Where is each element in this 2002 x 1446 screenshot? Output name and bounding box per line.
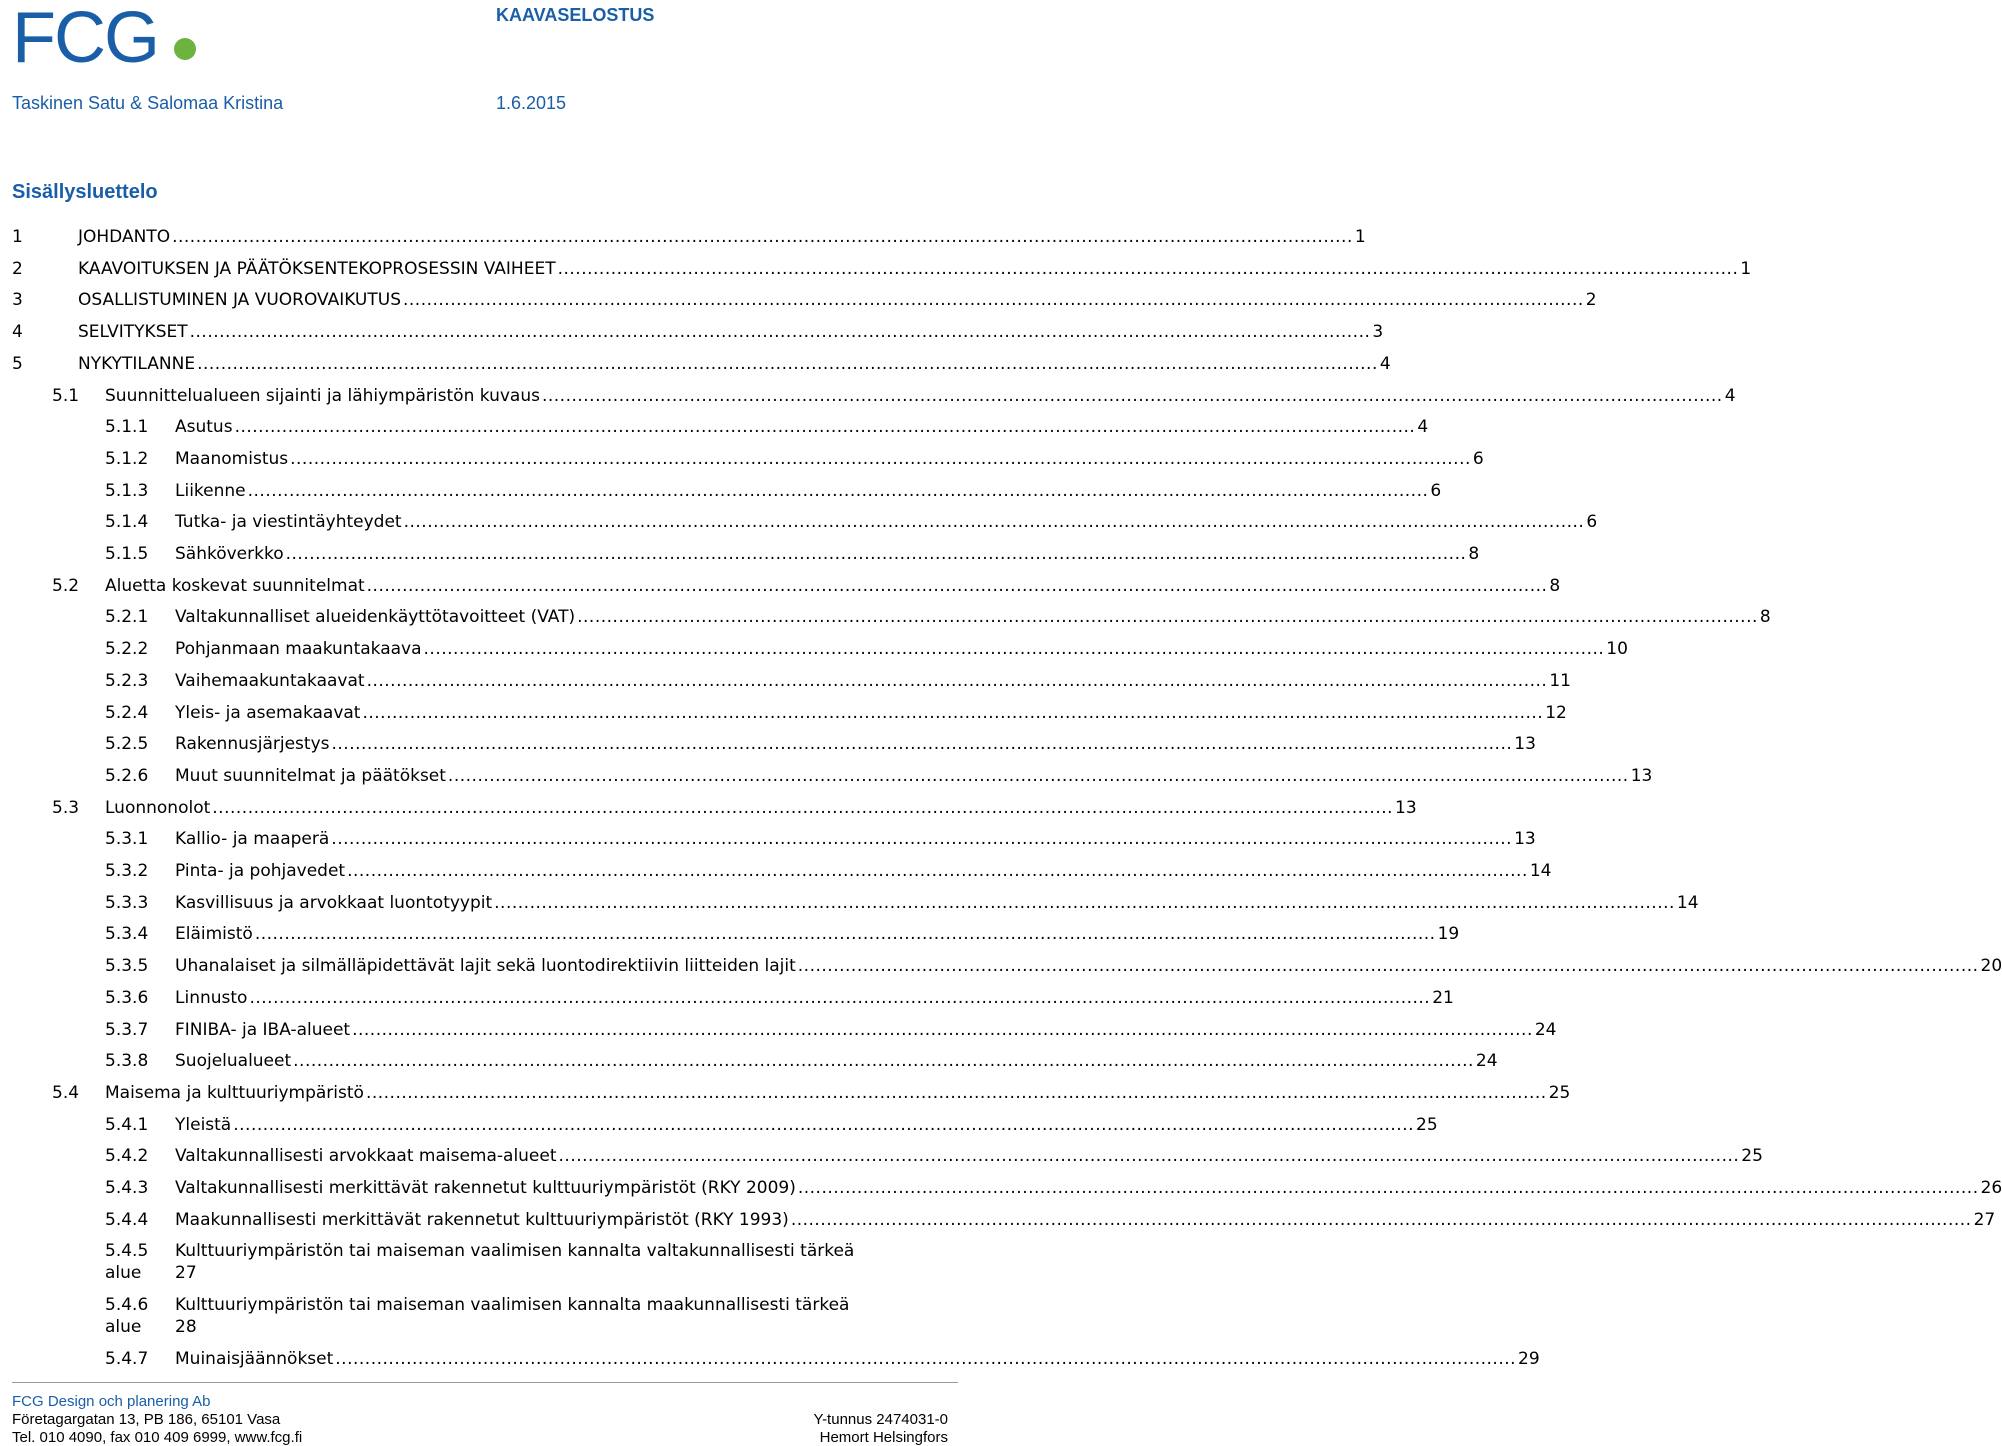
toc-entry[interactable]: [0, 509, 1598, 535]
toc-entry-label: SELVITYKSET: [78, 322, 188, 343]
toc-entry-number: 5.4.4: [105, 1209, 149, 1230]
toc-entry-number: 5.4.3: [105, 1178, 149, 1198]
toc-dot-leader: ........................................................................................................................................................................................................: [790, 1209, 1972, 1230]
toc-dot-leader: ........................................................................................................................................................................................................: [234, 417, 1416, 438]
toc-entry-number: 5.1.4: [105, 512, 149, 533]
toc-entry-number: 5.3.4: [105, 924, 149, 945]
footer-company: FCG Design och planering Ab: [12, 1393, 211, 1410]
toc-entry-label: KAAVOITUKSEN JA PÄÄTÖKSENTEKOPROSESSIN VAIHEET: [78, 258, 556, 279]
toc-entry-label: Eläimistö: [175, 924, 253, 945]
toc-entry-page: 8: [1549, 575, 1561, 596]
toc-entry-page: 6: [1472, 448, 1484, 469]
toc-entry[interactable]: [0, 446, 1484, 472]
toc-entry[interactable]: [0, 1238, 960, 1286]
toc-entry-number: 5.4: [52, 1082, 80, 1103]
toc-entry-page: 12: [1545, 702, 1567, 723]
toc-entry-page: 1: [1354, 227, 1366, 247]
toc-dot-leader: ........................................................................................................................................................................................................: [362, 702, 1544, 723]
toc-dot-leader: ........................................................................................................................................................................................................: [290, 448, 1471, 469]
toc-entry[interactable]: [0, 731, 1536, 757]
toc-entry-label-continued: alue: [105, 1263, 142, 1284]
toc-entry-page: 14: [1676, 892, 1699, 913]
toc-dot-leader: ........................................................................................................................................................................................................: [293, 1051, 1474, 1072]
toc-entry-number: 1: [12, 227, 23, 247]
toc-entry-label: Uhanalaiset ja silmälläpidettävät lajit sekä luontodirektiivin liitteiden lajit: [175, 956, 796, 977]
toc-entry-label: Suunnittelualueen sijainti ja lähiympäristön kuvaus: [105, 385, 540, 406]
toc-entry-page: 26: [1980, 1178, 2002, 1198]
toc-entry[interactable]: [0, 1143, 1763, 1169]
toc-entry-label: Vaihemaakuntakaavat: [175, 670, 365, 691]
toc-entry-number: 5.3: [52, 797, 80, 818]
toc-entry-page: 13: [1514, 734, 1536, 755]
document-date: 1.6.2015: [496, 93, 567, 113]
toc-dot-leader: ........................................................................................................................................................................................................: [402, 290, 1584, 311]
toc-entry-label: Tutka- ja viestintäyhteydet: [175, 512, 402, 533]
toc-entry-label: Valtakunnallisesti arvokkaat maisema-alueet: [175, 1146, 557, 1167]
toc-entry-label: Maakunnallisesti merkittävät rakennetut kulttuuriympäristöt (RKY 1993): [175, 1209, 789, 1230]
toc-entry-label: Aluetta koskevat suunnitelmat: [105, 575, 365, 596]
toc-entry-number: 5.3.3: [105, 892, 149, 913]
toc-entry-label: Rakennusjärjestys: [175, 734, 330, 755]
toc-entry-number: 5.2.1: [105, 607, 149, 628]
toc-entry-page: 13: [1630, 765, 1653, 786]
toc-entry-number: 5.2.2: [105, 639, 149, 660]
footer-business-id: Y-tunnus 2474031-0: [813, 1411, 948, 1428]
toc-entry-number: 5.1.2: [105, 448, 149, 469]
toc-entry-number: 4: [12, 322, 23, 343]
fcg-logo-text: FCG: [12, 0, 158, 78]
toc-entry-number: 5: [12, 353, 23, 374]
toc-entry-number: 5.2: [52, 575, 80, 596]
toc-entry-page: 1: [1740, 258, 1752, 279]
toc-dot-leader: ........................................................................................................................................................................................................: [189, 322, 1371, 343]
toc-entry-page: 29: [1518, 1349, 1540, 1370]
toc-dot-leader: ........................................................................................................................................................................................................: [494, 892, 1675, 913]
toc-entry-page: 27: [1973, 1209, 1996, 1230]
toc-entry-label: Asutus: [175, 417, 233, 438]
toc-entry[interactable]: [0, 604, 1771, 630]
toc-entry-number: 3: [12, 290, 23, 311]
toc-entry[interactable]: [0, 1080, 1571, 1106]
toc-entry[interactable]: [0, 573, 1561, 599]
toc-entry-page: 4: [1379, 353, 1391, 374]
toc-entry[interactable]: [0, 985, 1454, 1011]
toc-title: Sisällysluettelo: [12, 181, 158, 203]
toc-entry-number: 5.2.6: [105, 765, 149, 786]
toc-entry-label: FINIBA- ja IBA-alueet: [175, 1019, 351, 1040]
toc-entry-label: Luonnonolot: [105, 797, 211, 818]
toc-entry-page: 3: [1372, 322, 1384, 343]
toc-entry-number: 5.2.4: [105, 702, 149, 723]
toc-dot-leader: ........................................................................................................................................................................................................: [352, 1019, 1533, 1040]
toc-entry[interactable]: [0, 287, 1597, 313]
toc-entry-label: OSALLISTUMINEN JA VUOROVAIKUTUS: [78, 290, 401, 311]
toc-entry-page: 11: [1549, 670, 1571, 691]
toc-entry-label: Kulttuuriympäristön tai maiseman vaalimisen kannalta maakunnallisesti tärkeä: [175, 1295, 850, 1316]
toc-entry-number: 5.3.2: [105, 861, 149, 881]
toc-entry[interactable]: [0, 763, 1653, 789]
toc-entry[interactable]: [0, 636, 1628, 662]
toc-dot-leader: ........................................................................................................................................................................................................: [366, 670, 1548, 691]
toc-entry-label: NYKYTILANNE: [78, 353, 196, 374]
toc-entry[interactable]: [0, 414, 1429, 440]
toc-entry-number: 5.1.1: [105, 417, 149, 438]
toc-entry-number: 5.3.1: [105, 829, 149, 850]
toc-entry-page: 8: [1759, 607, 1771, 628]
toc-entry[interactable]: [0, 478, 1442, 504]
toc-entry-label: Sähköverkko: [175, 544, 284, 564]
toc-dot-leader: ........................................................................................................................................................................................................: [331, 829, 1513, 850]
toc-entry[interactable]: [0, 668, 1571, 694]
toc-entry-page: 25: [1741, 1146, 1763, 1167]
toc-entry[interactable]: [0, 795, 1417, 821]
toc-entry-label: Maanomistus: [175, 448, 289, 469]
toc-entry-page: 25: [1548, 1082, 1571, 1103]
toc-entry[interactable]: [0, 383, 1736, 409]
toc-entry-label: Linnusto: [175, 987, 248, 1008]
toc-dot-leader: ........................................................................................................................................................................................................: [247, 480, 1429, 501]
toc-entry[interactable]: [0, 256, 1752, 282]
toc-entry-label: JOHDANTO: [78, 227, 171, 247]
toc-entry[interactable]: [0, 1017, 1557, 1043]
toc-entry[interactable]: [0, 1346, 1540, 1372]
toc-entry-label: Pinta- ja pohjavedet: [175, 861, 346, 881]
toc-dot-leader: ........................................................................................................................................................................................................: [347, 861, 1528, 881]
toc-entry-number: 5.4.2: [105, 1146, 149, 1167]
toc-entry-label: Yleistä: [175, 1114, 232, 1135]
toc-entry-number: 5.4.7: [105, 1349, 149, 1370]
toc-dot-leader: ........................................................................................................................................................................................................: [335, 1349, 1517, 1370]
toc-entry-label: Liikenne: [175, 480, 246, 501]
toc-dot-leader: ........................................................................................................................................................................................................: [797, 956, 1979, 977]
footer-address: Företagargatan 13, PB 186, 65101 Vasa: [12, 1411, 281, 1428]
document-type: KAAVASELOSTUS: [496, 5, 655, 25]
toc-dot-leader: ........................................................................................................................................................................................................: [447, 765, 1629, 786]
toc-entry-label: Kasvillisuus ja arvokkaat luontotyypit: [175, 892, 493, 913]
toc-entry-page: 20: [1980, 956, 2002, 977]
toc-entry[interactable]: [0, 541, 1480, 567]
toc-entry[interactable]: [0, 1112, 1438, 1138]
toc-entry-label-continued: alue: [105, 1317, 142, 1338]
toc-entry-number: 5.1: [52, 385, 80, 406]
toc-entry[interactable]: [0, 890, 1699, 916]
toc-entry-page: 13: [1395, 797, 1417, 818]
toc-entry-page: 28: [175, 1317, 197, 1338]
toc-dot-leader: ........................................................................................................................................................................................................: [403, 512, 1585, 533]
footer-domicile: Hemort Helsingfors: [819, 1429, 948, 1446]
toc-entry-page: 13: [1514, 829, 1536, 850]
toc-entry[interactable]: [0, 921, 1460, 947]
toc-entry-page: 4: [1417, 417, 1429, 438]
authors: Taskinen Satu & Salomaa Kristina: [12, 93, 284, 113]
footer-divider: [12, 1382, 958, 1383]
toc-entry-label: Suojelualueet: [175, 1051, 292, 1072]
toc-entry-number: 5.1.5: [105, 544, 149, 564]
toc-entry[interactable]: [0, 700, 1567, 726]
toc-entry-label: Muut suunnitelmat ja päätökset: [175, 765, 446, 786]
toc-entry[interactable]: [0, 826, 1536, 852]
toc-dot-leader: ........................................................................................................................................................................................................: [212, 797, 1394, 818]
toc-dot-leader: ........................................................................................................................................................................................................: [797, 1178, 1979, 1198]
toc-entry[interactable]: [0, 1292, 960, 1340]
toc-entry-page: 21: [1432, 987, 1454, 1008]
toc-dot-leader: ........................................................................................................................................................................................................: [249, 987, 1431, 1008]
toc-entry-number: 5.3.5: [105, 956, 149, 977]
toc-entry[interactable]: [0, 858, 1552, 884]
footer-contact: Tel. 010 4090, fax 010 409 6999, www.fcg.fi: [12, 1429, 303, 1446]
toc-entry[interactable]: [0, 953, 2002, 979]
toc-entry-page: 6: [1430, 480, 1442, 501]
toc-dot-leader: ........................................................................................................................................................................................................: [233, 1114, 1414, 1135]
toc-entry-page: 24: [1534, 1019, 1557, 1040]
toc-entry-page: 8: [1468, 544, 1480, 564]
toc-entry-page: 10: [1606, 639, 1628, 660]
toc-dot-leader: ........................................................................................................................................................................................................: [254, 924, 1436, 945]
toc-entry-label: Pohjanmaan maakuntakaava: [175, 639, 422, 660]
toc-dot-leader: ........................................................................................................................................................................................................: [366, 575, 1548, 596]
toc-entry-page: 24: [1475, 1051, 1498, 1072]
toc-entry-page: 6: [1586, 512, 1598, 533]
toc-dot-leader: ........................................................................................................................................................................................................: [331, 734, 1513, 755]
toc-entry[interactable]: [0, 1207, 1996, 1233]
toc-entry-page: 2: [1585, 290, 1597, 311]
toc-entry[interactable]: [0, 319, 1384, 345]
toc-dot-leader: ........................................................................................................................................................................................................: [197, 353, 1378, 374]
toc-dot-leader: ........................................................................................................................................................................................................: [172, 227, 1353, 247]
toc-entry-page: 14: [1529, 861, 1552, 881]
toc-dot-leader: ........................................................................................................................................................................................................: [558, 1146, 1740, 1167]
toc-entry-label: Maisema ja kulttuuriympäristö: [105, 1082, 364, 1103]
toc-entry-number: 5.4.6: [105, 1295, 149, 1316]
toc-entry-page: 25: [1416, 1114, 1438, 1135]
toc-entry[interactable]: [0, 1175, 2002, 1201]
toc-entry-page: 19: [1437, 924, 1460, 945]
toc-entry-number: 5.1.3: [105, 480, 149, 501]
toc-dot-leader: ........................................................................................................................................................................................................: [577, 607, 1758, 628]
toc-entry-number: 2: [12, 258, 23, 279]
toc-entry-number: 5.4.1: [105, 1114, 149, 1135]
toc-dot-leader: ........................................................................................................................................................................................................: [285, 544, 1467, 564]
toc-dot-leader: ........................................................................................................................................................................................................: [365, 1082, 1547, 1103]
toc-entry-label: Valtakunnalliset alueidenkäyttötavoitteet (VAT): [175, 607, 576, 628]
toc-dot-leader: ........................................................................................................................................................................................................: [557, 258, 1739, 279]
toc-entry-page: 4: [1724, 385, 1736, 406]
toc-dot-leader: ........................................................................................................................................................................................................: [423, 639, 1605, 660]
toc-entry[interactable]: [0, 351, 1391, 377]
toc-entry-label: Muinaisjäännökset: [175, 1349, 334, 1370]
toc-entry-number: 5.3.7: [105, 1019, 149, 1040]
toc-entry[interactable]: [0, 224, 1366, 250]
toc-entry-label: Kulttuuriympäristön tai maiseman vaalimisen kannalta valtakunnallisesti tärkeä: [175, 1241, 855, 1262]
toc-entry-label: Valtakunnallisesti merkittävät rakennetut kulttuuriympäristöt (RKY 2009): [175, 1178, 796, 1198]
toc-entry-page: 27: [175, 1263, 197, 1284]
toc-entry-number: 5.4.5: [105, 1241, 149, 1262]
toc-entry[interactable]: [0, 1048, 1498, 1074]
toc-entry-label: Kallio- ja maaperä: [175, 829, 330, 850]
toc-entry-label: Yleis- ja asemakaavat: [175, 702, 361, 723]
toc-entry-number: 5.2.3: [105, 670, 149, 691]
toc-dot-leader: ........................................................................................................................................................................................................: [541, 385, 1723, 406]
toc-entry-number: 5.2.5: [105, 734, 149, 755]
toc-entry-number: 5.3.8: [105, 1051, 149, 1072]
toc-entry-number: 5.3.6: [105, 987, 149, 1008]
